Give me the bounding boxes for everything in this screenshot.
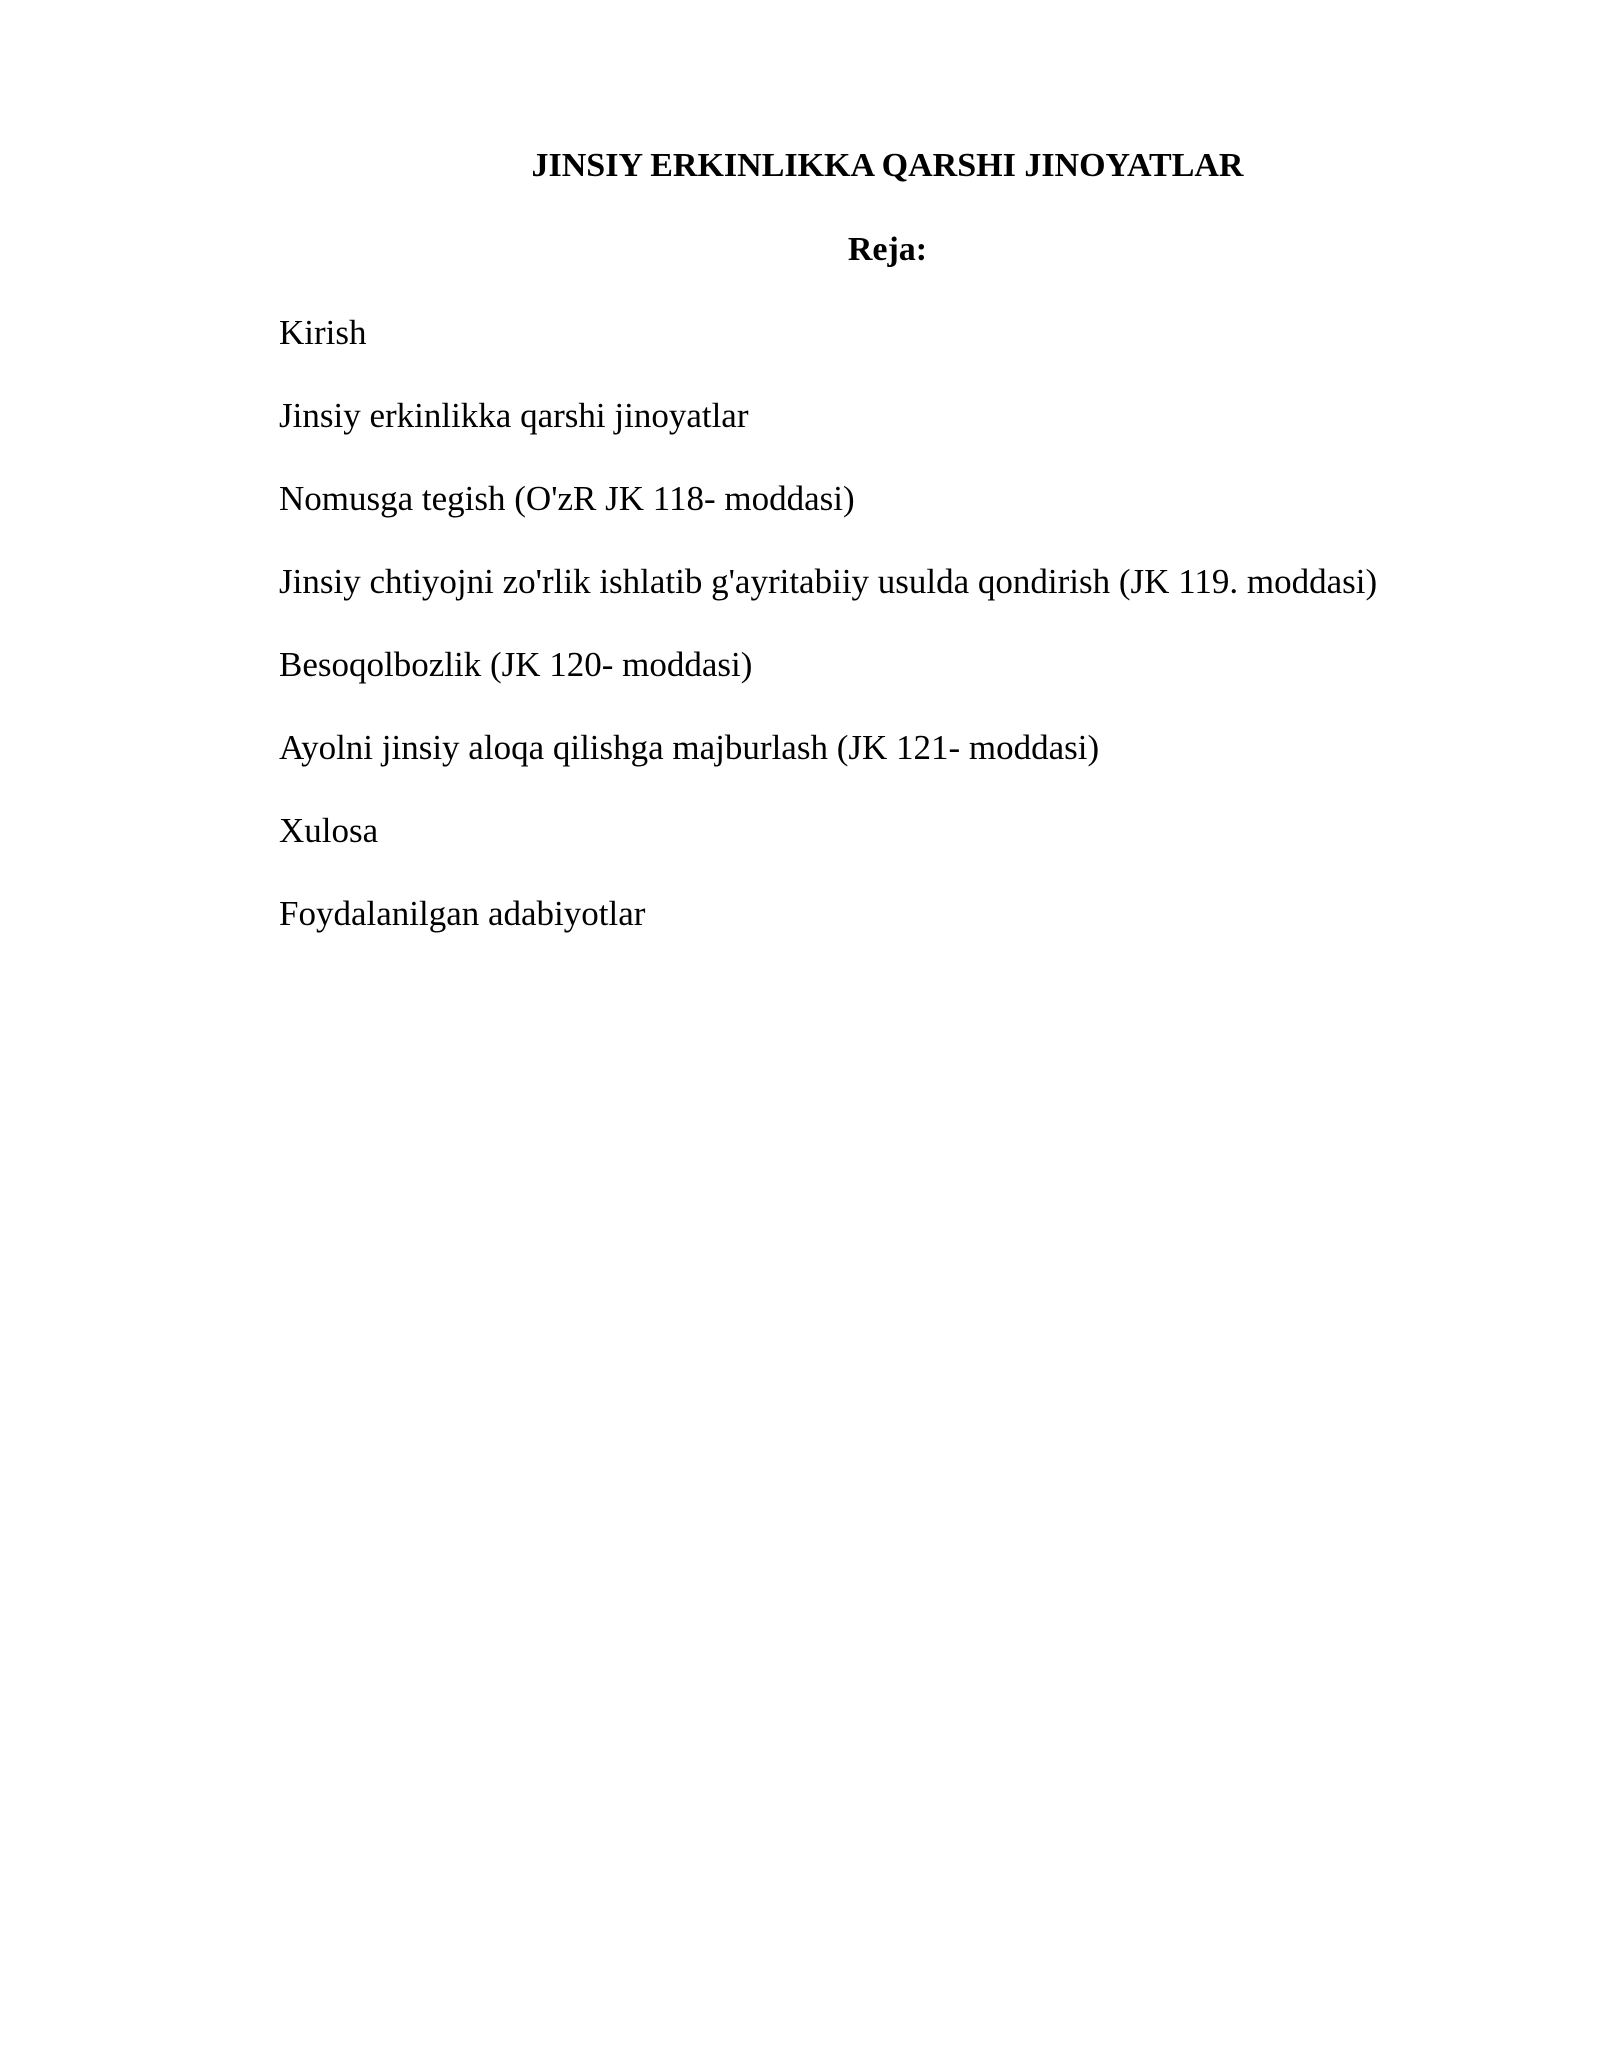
plan-item-adabiyotlar: Foydalanilgan adabiyotlar xyxy=(279,894,646,933)
plan-item-majburlash: Ayolni jinsiy aloqa qilishga majburlash (JK 121- moddasi) xyxy=(279,728,1100,767)
plan-item-xulosa: Xulosa xyxy=(279,811,379,850)
plan-item-nomusga-tegish: Nomusga tegish (O'zR JK 118- moddasi) xyxy=(279,479,855,518)
plan-item-jinsiy-erkinlik: Jinsiy erkinlikka qarshi jinoyatlar xyxy=(279,396,749,435)
plan-item-besoqolbozlik: Besoqolbozlik (JK 120- moddasi) xyxy=(279,645,753,684)
plan-item-kirish: Kirish xyxy=(279,313,367,352)
plan-heading: Reja: xyxy=(847,231,928,268)
plan-item-jk-119: Jinsiy chtiyojni zo'rlik ishlatib g'ayritabiiy usulda qondirish (JK 119. moddasi) xyxy=(279,562,1378,601)
document-title: JINSIY ERKINLIKKA QARSHI JINOYATLAR xyxy=(531,147,1244,184)
plan-list xyxy=(279,313,1377,977)
